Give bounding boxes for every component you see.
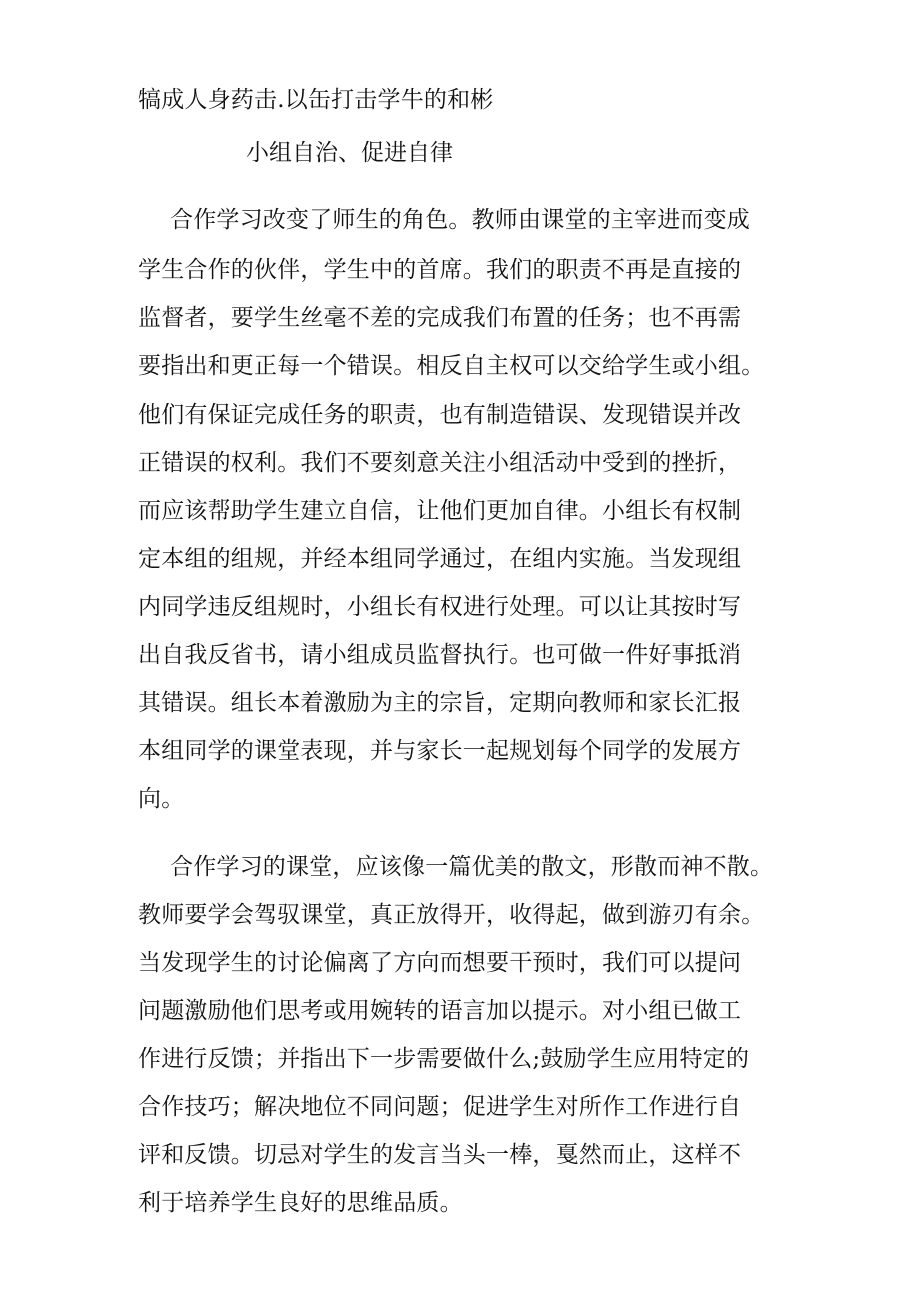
- paragraph-line: 监督者，要学生丝毫不差的完成我们布置的任务；也不再需: [138, 305, 742, 331]
- paragraph-line: 作进行反馈；并指出下一步需要做什么;鼓励学生应用特定的: [138, 1046, 750, 1072]
- paragraph-line: 内同学违反组规时，小组长有权进行处理。可以让其按时写: [138, 594, 742, 620]
- paragraph-line: 定本组的组规，并经本组同学通过，在组内实施。当发现组: [138, 546, 742, 572]
- paragraph-line: 评和反馈。切忌对学生的发言当头一棒，戛然而止，这样不: [138, 1142, 742, 1168]
- paragraph-line: 正错误的权利。我们不要刻意关注小组活动中受到的挫折，: [138, 450, 742, 476]
- paragraph-line: 教师要学会驾驭课堂，真正放得开，收得起，做到游刃有余。: [138, 902, 765, 928]
- paragraph-line: 向。: [138, 786, 185, 812]
- paragraph-line: 问题激励他们思考或用婉转的语言加以提示。对小组已做工: [138, 998, 742, 1024]
- paragraph-line: 合作学习改变了师生的角色。教师由课堂的主宰进而变成: [170, 207, 750, 233]
- paragraph-line: 合作技巧；解决地位不同问题；促进学生对所作工作进行自: [138, 1094, 742, 1120]
- paragraph-line: 学生合作的伙伴，学生中的首席。我们的职责不再是直接的: [138, 257, 742, 283]
- section-heading: 小组自治、促进自律: [246, 140, 453, 166]
- paragraph-line: 合作学习的课堂，应该像一篇优美的散文，形散而神不散。: [170, 854, 774, 880]
- paragraph-line: 要指出和更正每一个错误。相反自主权可以交给学生或小组。: [138, 353, 765, 379]
- paragraph-line: 本组同学的课堂表现，并与家长一起规划每个同学的发展方: [138, 738, 742, 764]
- paragraph-line: 出自我反省书，请小组成员监督执行。也可做一件好事抵消: [138, 642, 742, 668]
- top-fragment-line: 犒成人身药击.以缶打击学牛的和彬: [138, 87, 494, 113]
- paragraph-line: 他们有保证完成任务的职责，也有制造错误、发现错误并改: [138, 402, 742, 428]
- paragraph-line: 而应该帮助学生建立自信，让他们更加自律。小组长有权制: [138, 498, 742, 524]
- paragraph-line: 利于培养学生良好的思维品质。: [138, 1190, 463, 1216]
- paragraph-line: 其错误。组长本着激励为主的宗旨，定期向教师和家长汇报: [138, 690, 742, 716]
- paragraph-line: 当发现学生的讨论偏离了方向而想要干预时，我们可以提问: [138, 950, 742, 976]
